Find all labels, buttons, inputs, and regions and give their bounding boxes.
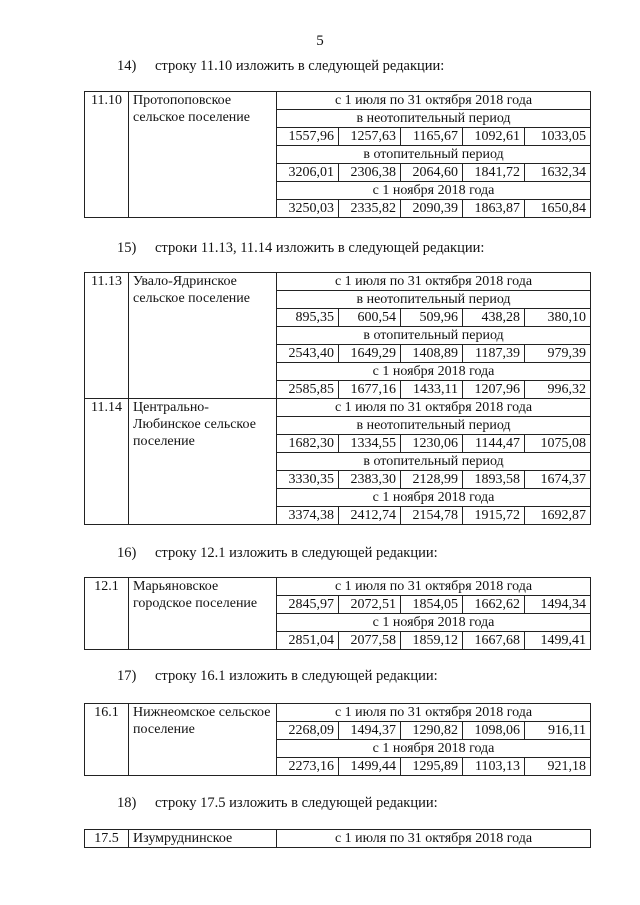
tariff-value: 438,28	[463, 309, 525, 327]
paragraph-number: 17)	[117, 668, 137, 684]
settlement-name: Увало-Ядринское сельское поселение	[129, 273, 277, 399]
tariff-value: 2335,82	[339, 200, 401, 218]
tariff-value: 1408,89	[401, 345, 463, 363]
tariff-value: 2072,51	[339, 596, 401, 614]
paragraph-text: строку 12.1 изложить в следующей редакции:	[155, 545, 438, 561]
tariff-value: 1033,05	[525, 128, 591, 146]
row-code: 11.13	[85, 273, 129, 399]
settlement-name: Центрально-Любинское сельское поселение	[129, 399, 277, 525]
period-header: в отопительный период	[277, 146, 591, 164]
tariff-value: 2064,60	[401, 164, 463, 182]
tariff-value: 3250,03	[277, 200, 339, 218]
period-header: в отопительный период	[277, 327, 591, 345]
page-number: 5	[316, 33, 324, 49]
tariff-value: 2090,39	[401, 200, 463, 218]
tariff-value: 1662,62	[463, 596, 525, 614]
tariff-value: 1075,08	[525, 435, 591, 453]
settlement-name: Изумруднинское	[129, 830, 277, 848]
tariff-value: 1863,87	[463, 200, 525, 218]
tariff-value: 1499,41	[525, 632, 591, 650]
tariff-value: 1103,13	[463, 758, 525, 776]
tariff-value: 2128,99	[401, 471, 463, 489]
tariff-value: 1893,58	[463, 471, 525, 489]
period-header: с 1 июля по 31 октября 2018 года	[277, 92, 591, 110]
tariff-value: 2412,74	[339, 507, 401, 525]
period-header: в неотопительный период	[277, 417, 591, 435]
settlement-name: Нижнеомское сельское поселение	[129, 704, 277, 776]
tariff-value: 1092,61	[463, 128, 525, 146]
period-header: с 1 июля по 31 октября 2018 года	[277, 273, 591, 291]
tariff-value: 1650,84	[525, 200, 591, 218]
settlement-name: Марьяновское городское поселение	[129, 578, 277, 650]
paragraph-text: строку 16.1 изложить в следующей редакции:	[155, 668, 438, 684]
period-header: с 1 июля по 31 октября 2018 года	[277, 578, 591, 596]
tariff-value: 921,18	[525, 758, 591, 776]
period-header: в отопительный период	[277, 453, 591, 471]
instruction-paragraph	[117, 58, 444, 75]
tariff-value: 1494,37	[339, 722, 401, 740]
tariff-value: 3330,35	[277, 471, 339, 489]
paragraph-text: строку 11.10 изложить в следующей редакции:	[155, 58, 445, 74]
tariff-value: 1207,96	[463, 381, 525, 399]
row-code: 11.14	[85, 399, 129, 525]
tariff-value: 895,35	[277, 309, 339, 327]
tariff-value: 1682,30	[277, 435, 339, 453]
tariff-value: 1165,67	[401, 128, 463, 146]
tariff-value: 1295,89	[401, 758, 463, 776]
paragraph-number: 18)	[117, 795, 137, 811]
table-row	[85, 399, 591, 417]
tariff-value: 1677,16	[339, 381, 401, 399]
tariff-value: 2585,85	[277, 381, 339, 399]
tariff-table	[84, 703, 591, 776]
instruction-paragraph	[117, 668, 438, 685]
tariff-value: 2845,97	[277, 596, 339, 614]
period-header: в неотопительный период	[277, 110, 591, 128]
period-header: с 1 ноября 2018 года	[277, 740, 591, 758]
tariff-value: 2383,30	[339, 471, 401, 489]
tariff-value: 1334,55	[339, 435, 401, 453]
tariff-value: 1144,47	[463, 435, 525, 453]
paragraph-number: 15)	[117, 240, 137, 256]
period-header: с 1 июля по 31 октября 2018 года	[277, 704, 591, 722]
tariff-value: 1098,06	[463, 722, 525, 740]
tariff-value: 1667,68	[463, 632, 525, 650]
tariff-value: 1290,82	[401, 722, 463, 740]
tariff-value: 2273,16	[277, 758, 339, 776]
tariff-value: 996,32	[525, 381, 591, 399]
paragraph-text: строку 17.5 изложить в следующей редакции:	[155, 795, 438, 811]
tariff-value: 1257,63	[339, 128, 401, 146]
tariff-table	[84, 91, 591, 218]
tariff-value: 2268,09	[277, 722, 339, 740]
period-header: с 1 июля по 31 октября 2018 года	[277, 830, 591, 848]
tariff-value: 1649,29	[339, 345, 401, 363]
tariff-value: 3206,01	[277, 164, 339, 182]
table-row	[85, 273, 591, 291]
tariff-value: 1433,11	[401, 381, 463, 399]
tariff-value: 1674,37	[525, 471, 591, 489]
tariff-value: 1841,72	[463, 164, 525, 182]
table-row	[85, 92, 591, 110]
row-code: 11.10	[85, 92, 129, 218]
instruction-paragraph	[117, 240, 484, 257]
tariff-table	[84, 577, 591, 650]
tariff-value: 2077,58	[339, 632, 401, 650]
tariff-value: 600,54	[339, 309, 401, 327]
row-code: 16.1	[85, 704, 129, 776]
row-code: 17.5	[85, 830, 129, 848]
tariff-value: 916,11	[525, 722, 591, 740]
tariff-value: 2543,40	[277, 345, 339, 363]
tariff-value: 1557,96	[277, 128, 339, 146]
tariff-value: 3374,38	[277, 507, 339, 525]
tariff-table	[84, 829, 591, 848]
tariff-value: 1632,34	[525, 164, 591, 182]
period-header: с 1 ноября 2018 года	[277, 363, 591, 381]
tariff-value: 1187,39	[463, 345, 525, 363]
tariff-value: 979,39	[525, 345, 591, 363]
tariff-value: 380,10	[525, 309, 591, 327]
paragraph-text: строки 11.13, 11.14 изложить в следующей редакции:	[155, 240, 485, 256]
instruction-paragraph	[117, 795, 438, 812]
tariff-value: 1859,12	[401, 632, 463, 650]
tariff-value: 1494,34	[525, 596, 591, 614]
settlement-name: Протопоповское сельское поселение	[129, 92, 277, 218]
period-header: с 1 июля по 31 октября 2018 года	[277, 399, 591, 417]
tariff-value: 1230,06	[401, 435, 463, 453]
row-code: 12.1	[85, 578, 129, 650]
table-row	[85, 578, 591, 596]
tariff-value: 2154,78	[401, 507, 463, 525]
tariff-value: 1499,44	[339, 758, 401, 776]
tariff-value: 1854,05	[401, 596, 463, 614]
period-header: с 1 ноября 2018 года	[277, 614, 591, 632]
tariff-value: 2306,38	[339, 164, 401, 182]
paragraph-number: 14)	[117, 58, 137, 74]
tariff-value: 509,96	[401, 309, 463, 327]
period-header: с 1 ноября 2018 года	[277, 182, 591, 200]
table-row	[85, 704, 591, 722]
tariff-value: 2851,04	[277, 632, 339, 650]
table-row	[85, 830, 591, 848]
period-header: в неотопительный период	[277, 291, 591, 309]
period-header: с 1 ноября 2018 года	[277, 489, 591, 507]
tariff-value: 1915,72	[463, 507, 525, 525]
tariff-value: 1692,87	[525, 507, 591, 525]
tariff-table	[84, 272, 591, 525]
instruction-paragraph	[117, 545, 438, 562]
paragraph-number: 16)	[117, 545, 137, 561]
